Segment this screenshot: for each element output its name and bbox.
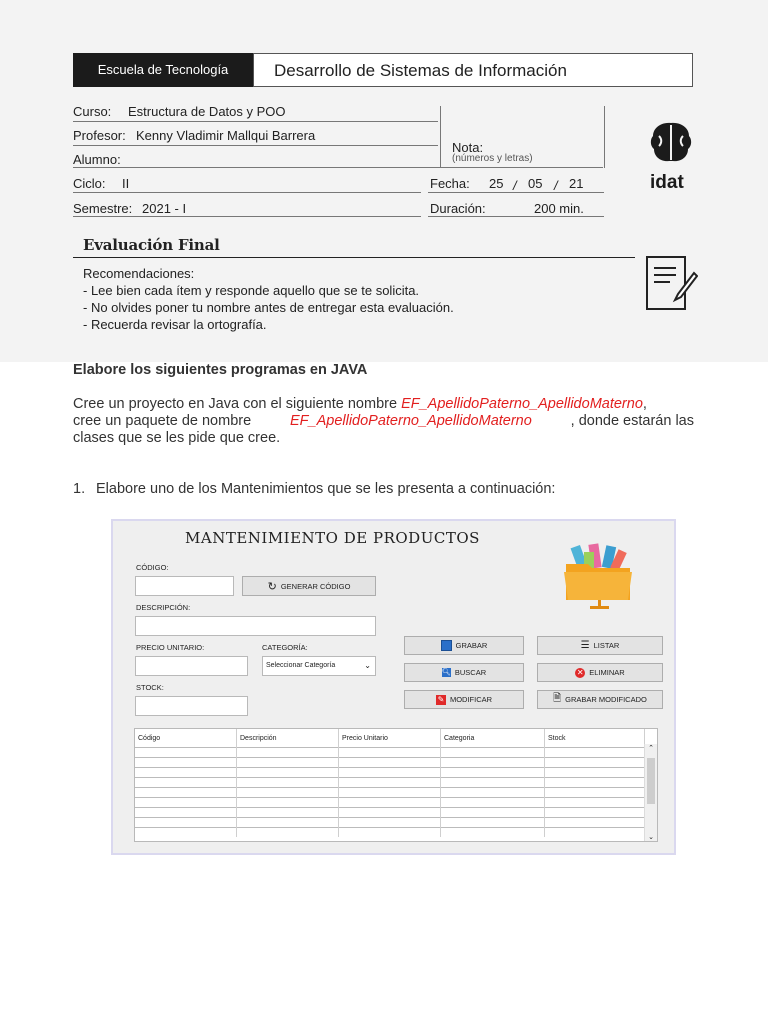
- column-header-categoria[interactable]: Categoria: [441, 729, 545, 748]
- listar-button[interactable]: [537, 636, 663, 655]
- brain-icon: [647, 120, 695, 170]
- fecha-sep-2: /: [554, 178, 558, 193]
- grabar-modificado-label: GRABAR MODIFICADO: [565, 695, 647, 704]
- stock-label: STOCK:: [136, 683, 164, 692]
- products-table[interactable]: [134, 728, 658, 842]
- fecha-day: 25: [489, 176, 504, 191]
- modificar-label: MODIFICAR: [449, 695, 493, 704]
- paragraph-line-2: [73, 413, 694, 429]
- generar-codigo-button[interactable]: [242, 576, 376, 596]
- alumno-underline: [73, 167, 603, 168]
- column-header-precio[interactable]: Precio Unitario: [339, 729, 441, 748]
- table-row[interactable]: [135, 818, 645, 828]
- curso-label: Curso:: [73, 104, 112, 119]
- codigo-input[interactable]: [135, 576, 234, 596]
- recommendations-title: Recomendaciones:: [83, 266, 195, 281]
- nota-hint: (números y letras): [452, 153, 533, 164]
- generar-codigo-label: GENERAR CÓDIGO: [280, 581, 351, 591]
- grabar-modificado-button[interactable]: [537, 690, 663, 709]
- chevron-down-icon: ⌄: [364, 661, 371, 670]
- column-header-descripcion[interactable]: Descripción: [237, 729, 339, 748]
- grabar-label: GRABAR: [455, 641, 488, 650]
- nota-right-border: [604, 106, 605, 168]
- eliminar-button[interactable]: [537, 663, 663, 682]
- logo-text: idat: [650, 172, 684, 193]
- eliminar-label: ELIMINAR: [589, 668, 625, 677]
- semestre-underline: [73, 216, 421, 217]
- p1-text-b: ,: [642, 396, 647, 412]
- buscar-button[interactable]: [404, 663, 524, 682]
- fecha-year: 21: [569, 176, 584, 191]
- nota-label: Nota:: [452, 140, 484, 155]
- recommendations: [83, 265, 454, 333]
- scroll-thumb[interactable]: [647, 758, 655, 804]
- grabar-button[interactable]: [404, 636, 524, 655]
- fecha-underline: [428, 192, 604, 193]
- table-row[interactable]: [135, 778, 645, 788]
- ciclo-value: II: [122, 176, 130, 191]
- ciclo-underline: [73, 192, 421, 193]
- profesor-underline: [73, 145, 438, 146]
- idat-logo: [647, 120, 695, 170]
- alumno-label: Alumno:: [73, 152, 121, 167]
- p2-text-b: , donde estarán las: [570, 413, 694, 429]
- ciclo-label: Ciclo:: [73, 176, 106, 191]
- program-title: Desarrollo de Sistemas de Información: [253, 53, 693, 87]
- table-row[interactable]: [135, 808, 645, 818]
- fecha-month: 05: [528, 176, 543, 191]
- scroll-up-icon[interactable]: ⌃: [648, 745, 654, 752]
- profesor-label: Profesor:: [73, 128, 126, 143]
- save-icon: [441, 640, 452, 651]
- folder-icon: [560, 542, 640, 614]
- table-row[interactable]: [135, 748, 645, 758]
- delete-icon: ✕: [576, 667, 584, 677]
- table-scrollbar[interactable]: [644, 744, 657, 841]
- save-edit-icon: 🗎︎: [553, 693, 562, 704]
- recommendation-item: - Recuerda revisar la ortografía.: [83, 317, 267, 332]
- project-name: EF_ApellidoPaterno_ApellidoMaterno: [401, 396, 643, 412]
- buscar-label: BUSCAR: [454, 668, 487, 677]
- listar-label: LISTAR: [593, 641, 620, 650]
- table-row[interactable]: [135, 768, 645, 778]
- descripcion-input[interactable]: [135, 616, 376, 636]
- categoria-select[interactable]: [262, 656, 376, 676]
- curso-underline: [73, 121, 438, 122]
- duracion-value: 200 min.: [534, 201, 584, 216]
- table-row[interactable]: [135, 798, 645, 808]
- recommendation-item: - Lee bien cada ítem y responde aquello que se te solicita.: [83, 283, 420, 298]
- duracion-label: Duración:: [430, 201, 486, 216]
- item-number: 1.: [73, 481, 86, 497]
- refresh-icon: ↻: [267, 580, 277, 593]
- evaluation-title: Evaluación Final: [83, 236, 220, 254]
- search-icon: 🔍︎: [441, 669, 451, 676]
- paragraph-line-3: clases que se les pide que cree.: [73, 430, 281, 446]
- table-row[interactable]: [135, 758, 645, 768]
- semestre-label: Semestre:: [73, 201, 133, 216]
- profesor-value: Kenny Vladimir Mallqui Barrera: [136, 128, 316, 143]
- column-header-stock[interactable]: Stock: [545, 729, 645, 748]
- fecha-sep-1: /: [513, 178, 517, 193]
- edit-icon: ✎: [437, 694, 445, 704]
- duracion-underline: [428, 216, 604, 217]
- scroll-down-icon[interactable]: ⌄: [648, 834, 654, 841]
- package-name: EF_ApellidoPaterno_ApellidoMaterno: [289, 413, 532, 429]
- modificar-button[interactable]: [404, 690, 524, 709]
- school-label: Escuela de Tecnología: [73, 53, 253, 87]
- list-icon: ☰: [580, 640, 590, 651]
- column-header-codigo[interactable]: Código: [135, 729, 237, 748]
- form-title: MANTENIMIENTO DE PRODUCTOS: [185, 529, 480, 547]
- nota-divider: [440, 106, 441, 168]
- paragraph-line-1: [73, 396, 694, 412]
- precio-input[interactable]: [135, 656, 248, 676]
- p1-text-a: Cree un proyecto en Java con el siguiente nombre: [73, 396, 402, 412]
- curso-value: Estructura de Datos y POO: [128, 104, 286, 119]
- precio-label: PRECIO UNITARIO:: [136, 643, 205, 652]
- semestre-value: 2021 - I: [142, 201, 187, 216]
- categoria-label: CATEGORÍA:: [262, 643, 308, 652]
- section-heading: Elabore los siguientes programas en JAVA: [73, 362, 368, 378]
- evaluation-rule: [73, 257, 635, 258]
- categoria-selected: Seleccionar Categoría: [266, 662, 336, 669]
- table-row[interactable]: [135, 788, 645, 798]
- exam-document-icon: [644, 254, 698, 312]
- table-row[interactable]: [135, 828, 645, 838]
- item-text: Elabore uno de los Mantenimientos que se les presenta a continuación:: [96, 481, 556, 497]
- fecha-label: Fecha:: [430, 176, 470, 191]
- stock-input[interactable]: [135, 696, 248, 716]
- recommendation-item: - No olvides poner tu nombre antes de entregar esta evaluación.: [83, 300, 454, 315]
- codigo-label: CÓDIGO:: [136, 563, 169, 572]
- descripcion-label: DESCRIPCIÓN:: [136, 603, 191, 612]
- p2-text-a: cree un paquete de nombre: [73, 413, 252, 429]
